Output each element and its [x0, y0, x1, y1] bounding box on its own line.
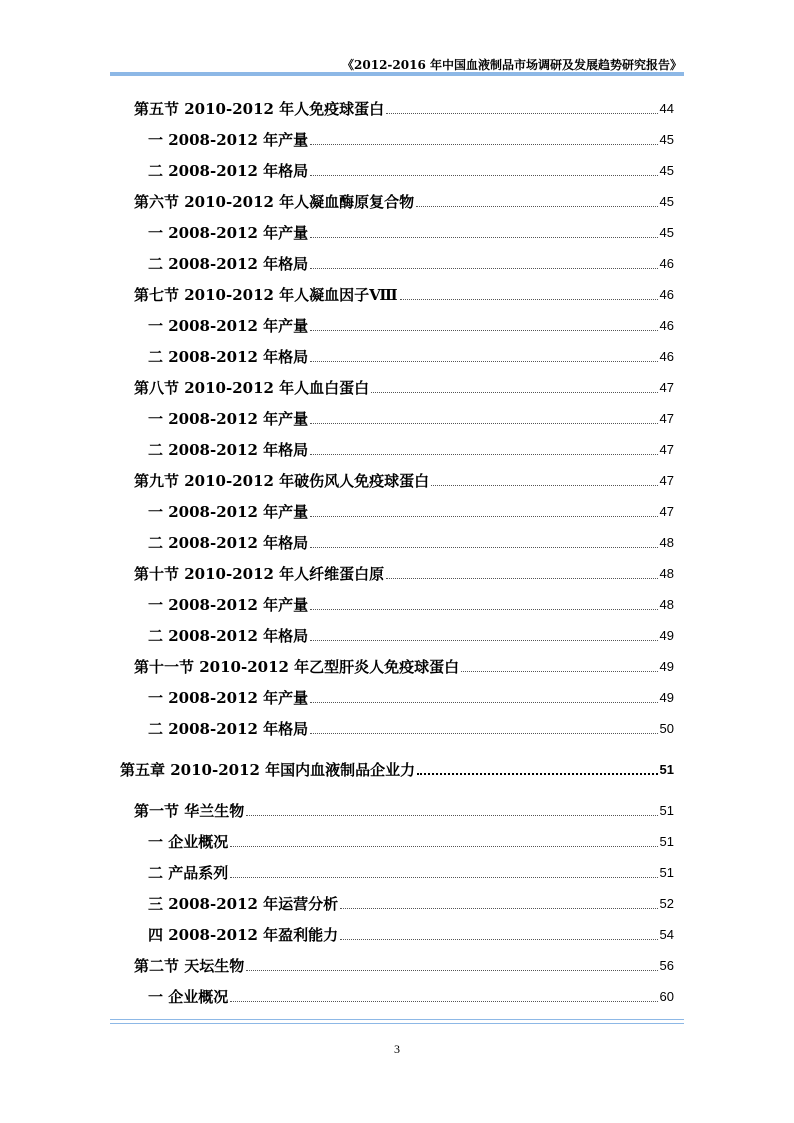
report-title: 《2012-2016 年中国血液制品市场调研及发展趋势研究报告》 — [342, 58, 682, 72]
toc-section-entry[interactable] — [134, 561, 674, 583]
toc-entry-label: 一 2008-2012 年产量 — [148, 131, 309, 149]
toc-entry-label: 第一节 华兰生物 — [134, 802, 245, 820]
toc-entry-page-number: 45 — [659, 132, 674, 147]
toc-entry-label: 一 企业概况 — [148, 988, 229, 1006]
toc-dot-leader — [310, 329, 657, 331]
toc-dot-leader — [400, 298, 658, 300]
toc-entry-page-number: 54 — [659, 927, 674, 942]
toc-section-entry[interactable] — [134, 189, 674, 211]
toc-entry-label: 一 2008-2012 年产量 — [148, 503, 309, 521]
toc-entry-label: 二 2008-2012 年格局 — [148, 627, 309, 645]
toc-dot-leader — [386, 112, 657, 114]
toc-entry-page-number: 47 — [659, 473, 674, 488]
toc-entry-page-number: 52 — [659, 896, 674, 911]
toc-entry-label: 一 2008-2012 年产量 — [148, 689, 309, 707]
toc-entry-page-number: 51 — [659, 834, 674, 849]
toc-entry-page-number: 60 — [659, 989, 674, 1004]
toc-entry-label: 第七节 2010-2012 年人凝血因子Ⅷ — [134, 286, 398, 304]
toc-entry-page-number: 46 — [659, 256, 674, 271]
toc-entry-label: 第五节 2010-2012 年人免疫球蛋白 — [134, 100, 385, 118]
toc-entry-label: 一 2008-2012 年产量 — [148, 596, 309, 614]
toc-dot-leader — [310, 422, 657, 424]
toc-subsection-entry[interactable] — [148, 158, 674, 180]
toc-dot-leader — [416, 205, 657, 207]
toc-dot-leader — [230, 845, 657, 847]
toc-entry-label: 二 2008-2012 年格局 — [148, 534, 309, 552]
toc-entry-label: 第五章 2010-2012 年国内血液制品企业力 — [120, 761, 416, 779]
toc-entry-label: 二 2008-2012 年格局 — [148, 441, 309, 459]
toc-entry-page-number: 48 — [659, 535, 674, 550]
toc-dot-leader — [246, 814, 657, 816]
toc-section-entry[interactable] — [134, 953, 674, 975]
toc-entry-page-number: 48 — [659, 597, 674, 612]
toc-entry-label: 一 2008-2012 年产量 — [148, 317, 309, 335]
toc-subsection-entry[interactable] — [148, 344, 674, 366]
toc-entry-label: 二 2008-2012 年格局 — [148, 162, 309, 180]
toc-section-entry[interactable] — [134, 654, 674, 676]
toc-entry-page-number: 49 — [659, 628, 674, 643]
toc-dot-leader — [310, 143, 657, 145]
toc-entry-label: 第九节 2010-2012 年破伤风人免疫球蛋白 — [134, 472, 430, 490]
toc-dot-leader — [310, 546, 657, 548]
toc-entry-label: 第二节 天坛生物 — [134, 957, 245, 975]
toc-entry-page-number: 56 — [659, 958, 674, 973]
toc-subsection-entry[interactable] — [148, 922, 674, 944]
toc-subsection-entry[interactable] — [148, 592, 674, 614]
toc-entry-page-number: 47 — [659, 411, 674, 426]
toc-dot-leader — [310, 453, 657, 455]
toc-dot-leader — [310, 174, 657, 176]
toc-subsection-entry[interactable] — [148, 685, 674, 707]
toc-subsection-entry[interactable] — [148, 220, 674, 242]
toc-entry-label: 一 2008-2012 年产量 — [148, 224, 309, 242]
toc-section-entry[interactable] — [134, 375, 674, 397]
page-number: 3 — [394, 1042, 400, 1056]
toc-entry-page-number: 49 — [659, 659, 674, 674]
toc-entry-label: 二 2008-2012 年格局 — [148, 255, 309, 273]
footer-rule — [110, 1019, 684, 1020]
toc-section-entry[interactable] — [134, 282, 674, 304]
toc-dot-leader — [431, 484, 657, 486]
toc-entry-page-number: 44 — [659, 101, 674, 116]
toc-entry-page-number: 46 — [659, 318, 674, 333]
toc-subsection-entry[interactable] — [148, 313, 674, 335]
toc-entry-label: 第十节 2010-2012 年人纤维蛋白原 — [134, 565, 385, 583]
toc-subsection-entry[interactable] — [148, 891, 674, 913]
toc-entry-page-number: 47 — [659, 504, 674, 519]
toc-entry-page-number: 49 — [659, 690, 674, 705]
toc-subsection-entry[interactable] — [148, 251, 674, 273]
toc-entry-label: 第八节 2010-2012 年人血白蛋白 — [134, 379, 370, 397]
toc-subsection-entry[interactable] — [148, 984, 674, 1006]
toc-entry-label: 第六节 2010-2012 年人凝血酶原复合物 — [134, 193, 415, 211]
toc-entry-label: 三 2008-2012 年运营分析 — [148, 895, 339, 913]
toc-dot-leader — [246, 969, 657, 971]
toc-dot-leader — [417, 772, 657, 775]
toc-entry-label: 二 2008-2012 年格局 — [148, 348, 309, 366]
header-rule — [110, 72, 684, 76]
toc-dot-leader — [230, 1000, 657, 1002]
toc-subsection-entry[interactable] — [148, 860, 674, 882]
toc-subsection-entry[interactable] — [148, 406, 674, 428]
toc-chapter-entry[interactable] — [120, 757, 674, 779]
toc-dot-leader — [230, 876, 657, 878]
toc-subsection-entry[interactable] — [148, 716, 674, 738]
toc-dot-leader — [310, 267, 657, 269]
toc-dot-leader — [310, 608, 657, 610]
toc-entry-page-number: 47 — [659, 380, 674, 395]
toc-dot-leader — [340, 907, 657, 909]
toc-subsection-entry[interactable] — [148, 437, 674, 459]
toc-entry-page-number: 51 — [659, 865, 674, 880]
toc-dot-leader — [386, 577, 657, 579]
toc-entry-label: 四 2008-2012 年盈利能力 — [148, 926, 339, 944]
toc-dot-leader — [310, 236, 657, 238]
toc-entry-label: 一 2008-2012 年产量 — [148, 410, 309, 428]
toc-dot-leader — [461, 670, 657, 672]
toc-subsection-entry[interactable] — [148, 829, 674, 851]
toc-dot-leader — [310, 732, 657, 734]
toc-entry-page-number: 45 — [659, 163, 674, 178]
footer-rule — [110, 1023, 684, 1024]
toc-dot-leader — [340, 938, 657, 940]
toc-dot-leader — [371, 391, 657, 393]
toc-subsection-entry[interactable] — [148, 127, 674, 149]
toc-dot-leader — [310, 639, 657, 641]
toc-dot-leader — [310, 515, 657, 517]
toc-dot-leader — [310, 701, 657, 703]
toc-entry-label: 一 企业概况 — [148, 833, 229, 851]
toc-entry-page-number: 46 — [659, 349, 674, 364]
toc-entry-page-number: 50 — [659, 721, 674, 736]
toc-dot-leader — [310, 360, 657, 362]
toc-section-entry[interactable] — [134, 798, 674, 820]
toc-entry-page-number: 45 — [659, 194, 674, 209]
toc-subsection-entry[interactable] — [148, 530, 674, 552]
toc-entry-label: 二 2008-2012 年格局 — [148, 720, 309, 738]
toc-entry-page-number: 45 — [659, 225, 674, 240]
toc-entry-page-number: 51 — [659, 762, 674, 777]
toc-entry-page-number: 51 — [659, 803, 674, 818]
toc-subsection-entry[interactable] — [148, 623, 674, 645]
toc-section-entry[interactable] — [134, 468, 674, 490]
toc-entry-page-number: 48 — [659, 566, 674, 581]
toc-entry-page-number: 47 — [659, 442, 674, 457]
toc-entry-label: 二 产品系列 — [148, 864, 229, 882]
toc-entry-label: 第十一节 2010-2012 年乙型肝炎人免疫球蛋白 — [134, 658, 460, 676]
toc-section-entry[interactable] — [134, 96, 674, 118]
toc-entry-page-number: 46 — [659, 287, 674, 302]
toc-subsection-entry[interactable] — [148, 499, 674, 521]
